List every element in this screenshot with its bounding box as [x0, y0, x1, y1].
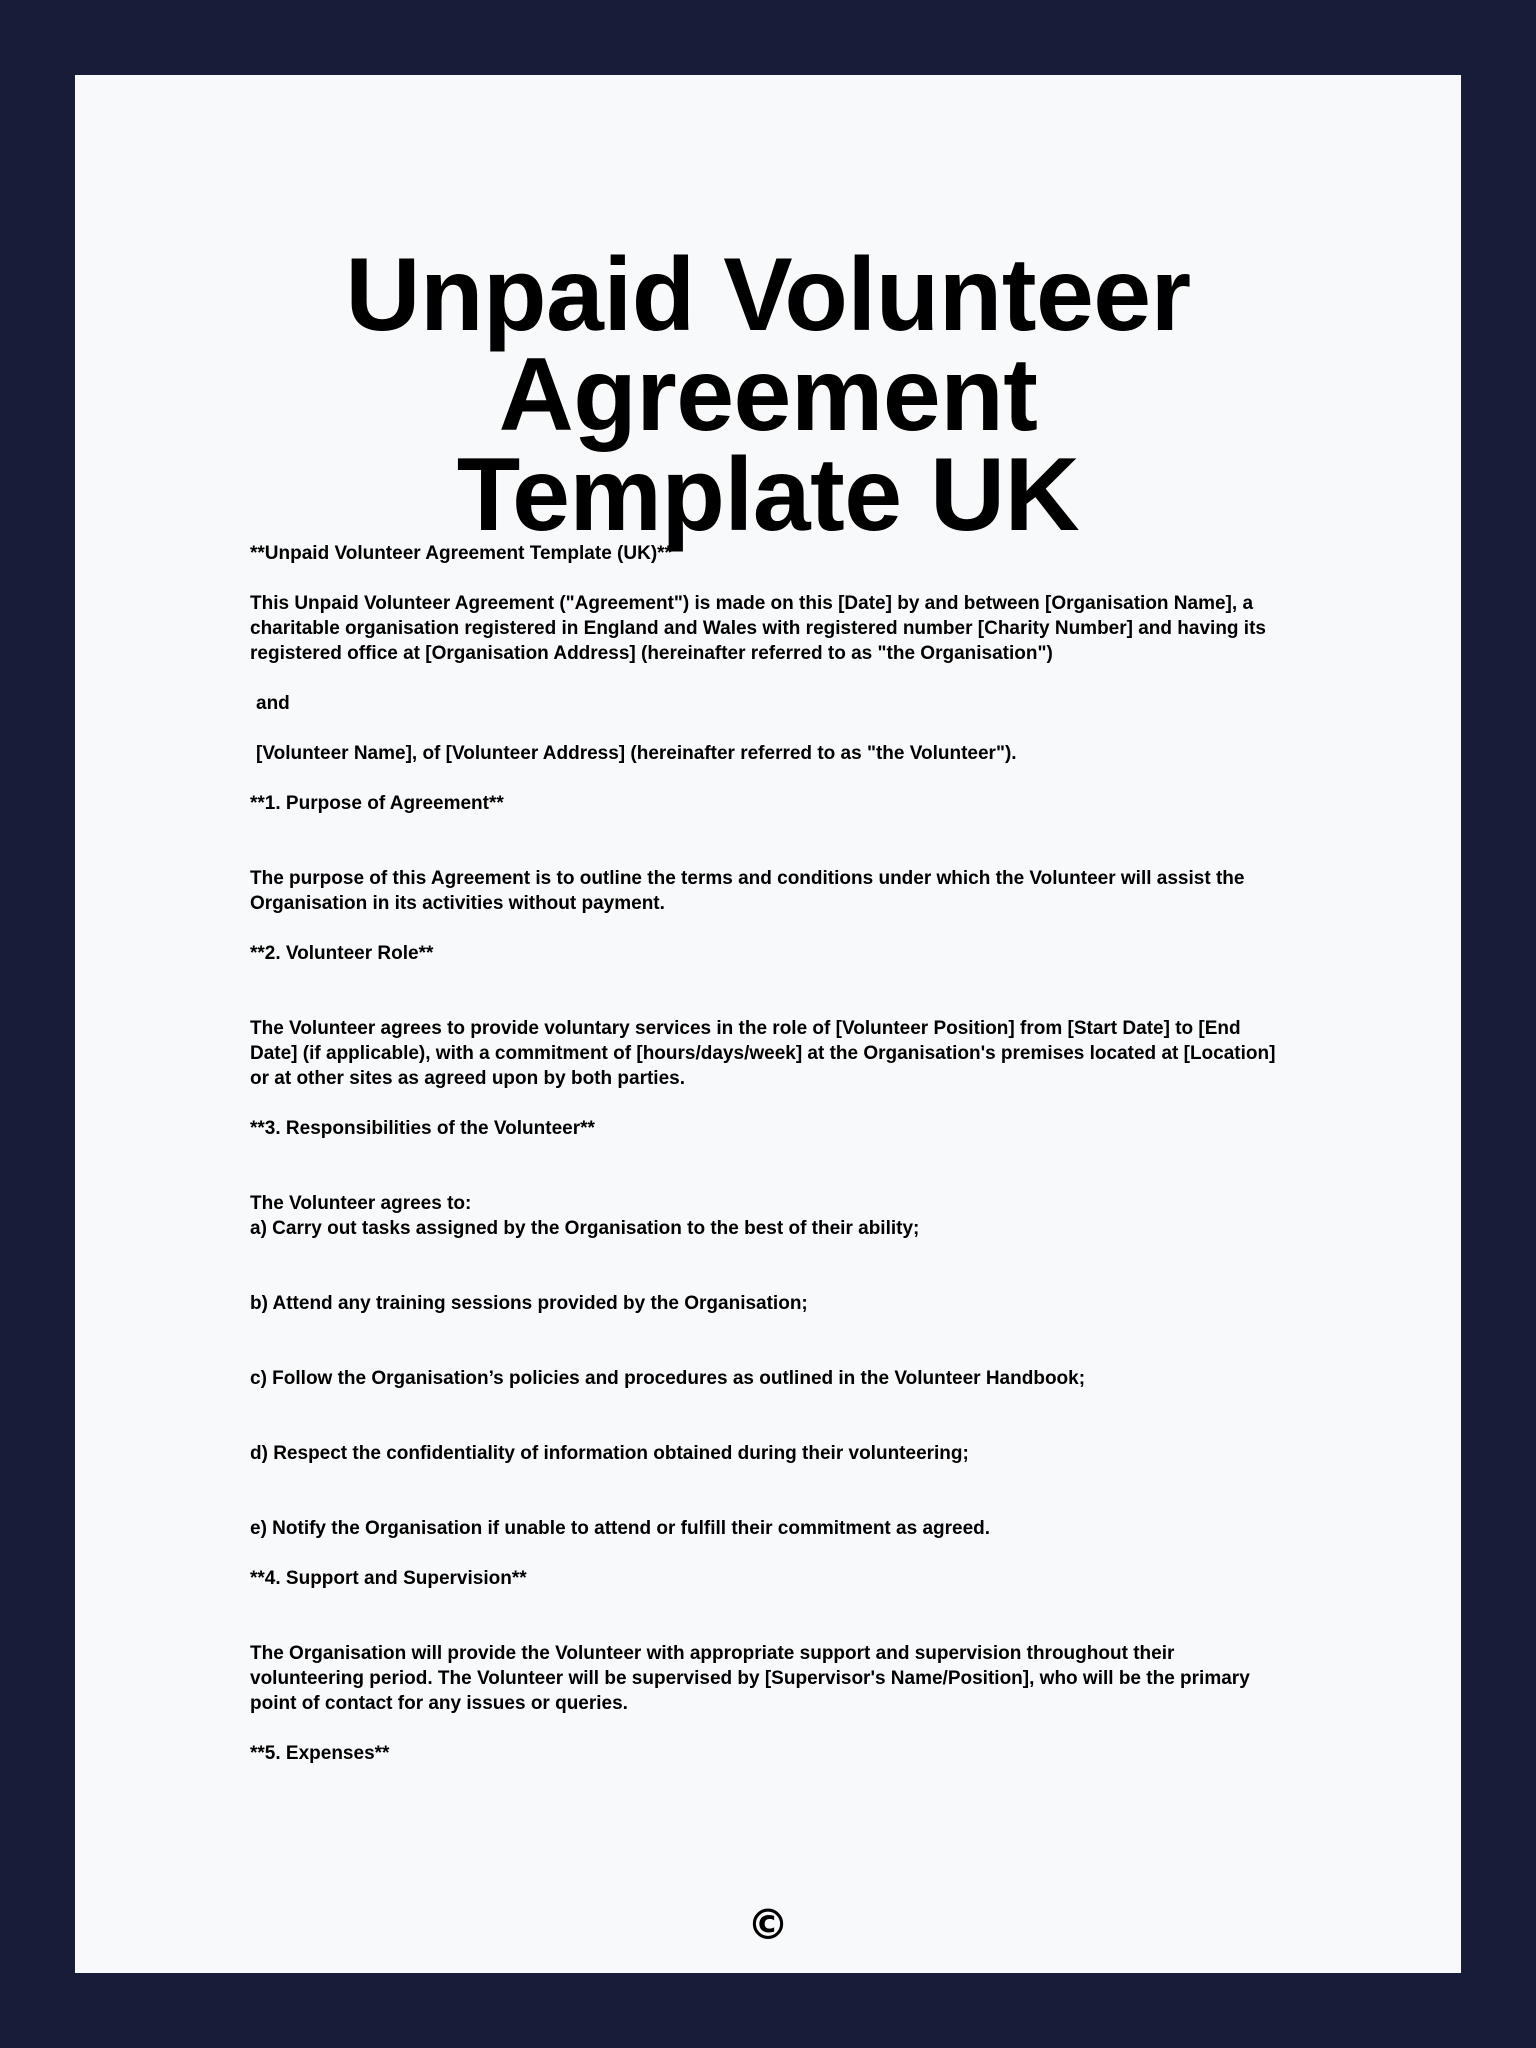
list-item: e) Notify the Organisation if unable to attend or fulfill their commitment as agreed.: [250, 1518, 991, 1539]
list-item: c) Follow the Organisation’s policies and procedures as outlined in the Volunteer Handbook;: [250, 1368, 1086, 1389]
section-5-heading: **5. Expenses**: [250, 1743, 390, 1764]
section-2-heading: **2. Volunteer Role**: [250, 943, 434, 964]
list-item: d) Respect the confidentiality of information obtained during their volunteering;: [250, 1443, 969, 1464]
section-1-heading: **1. Purpose of Agreement**: [250, 793, 504, 814]
document-title: [75, 237, 1461, 553]
list-item: a) Carry out tasks assigned by the Organisation to the best of their ability;: [250, 1218, 920, 1239]
section-3-heading: **3. Responsibilities of the Volunteer**: [250, 1118, 595, 1139]
document-body: [250, 541, 1290, 1766]
volunteer-party: [Volunteer Name], of [Volunteer Address] (hereinafter referred to as "the Volunteer").: [256, 743, 1017, 764]
and-connector: and: [256, 693, 290, 714]
document-page: [75, 75, 1461, 1973]
section-1-text: The purpose of this Agreement is to outline the terms and conditions under which the Volunteer will assist the Organisation in its activities without payment.: [250, 868, 1245, 914]
title-line-2: Template UK: [456, 437, 1080, 553]
copyright-icon: ©: [747, 1900, 789, 1949]
list-item: b) Attend any training sessions provided by the Organisation;: [250, 1293, 808, 1314]
section-4-text: The Organisation will provide the Volunteer with appropriate support and supervision throughout their volunteering period. The Volunteer will be supervised by [Supervisor's Name/Position], who will be the primary point of contact for any issues or queries.: [250, 1643, 1250, 1714]
section-3-lead: The Volunteer agrees to:: [250, 1193, 472, 1214]
intro-paragraph: This Unpaid Volunteer Agreement ("Agreement") is made on this [Date] by and between [Organisation Name], a charitable organisation registered in England and Wales with registered number [Charity Number] and having its registered office at [Organisation Address] (hereinafter referred to as "the Organisation"): [250, 593, 1266, 664]
title-line-1: Unpaid Volunteer Agreement: [345, 237, 1191, 453]
section-4-heading: **4. Support and Supervision**: [250, 1568, 527, 1589]
agreement-heading: **Unpaid Volunteer Agreement Template (UK)**: [250, 543, 672, 564]
section-2-text: The Volunteer agrees to provide voluntary services in the role of [Volunteer Position] from [Start Date] to [End Date] (if applicable), with a commitment of [hours/days/week] at the Organisation's premises located at [Location] or at other sites as agreed upon by both parties.: [250, 1018, 1276, 1089]
